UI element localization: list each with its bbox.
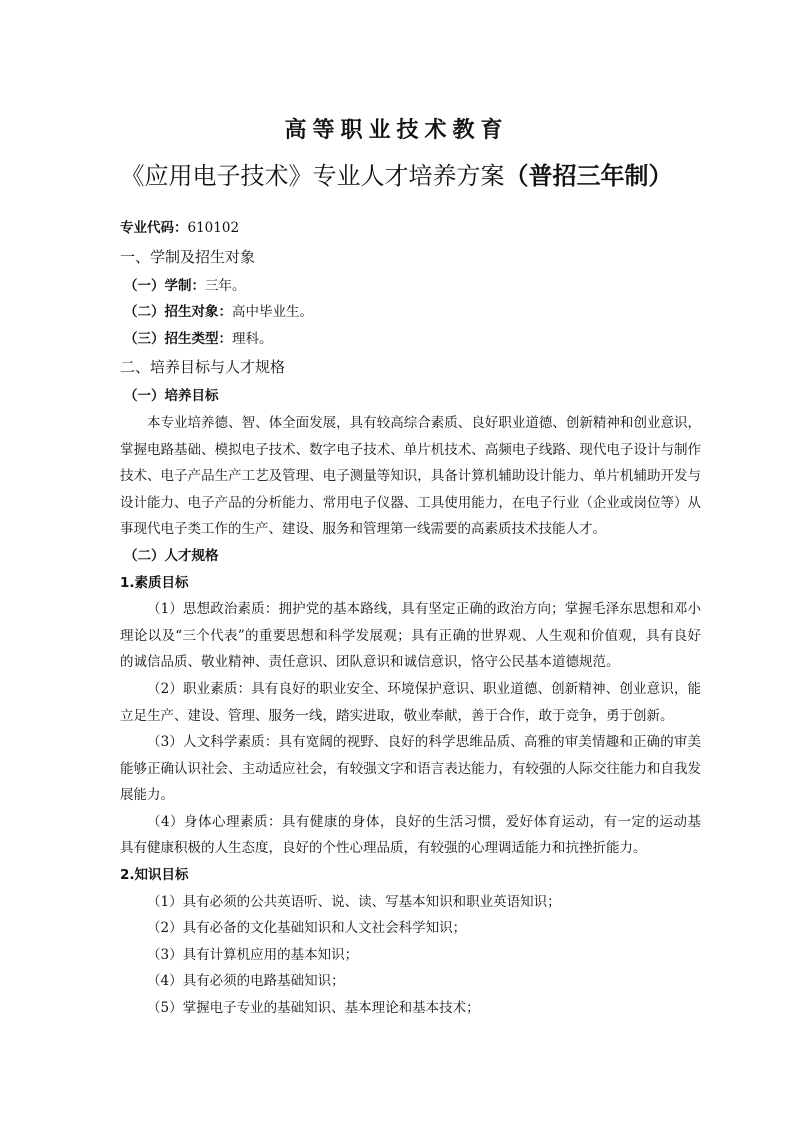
knowledge-item: （4）具有必须的电路基础知识；	[147, 973, 345, 990]
document-subtitle	[0, 156, 793, 191]
goal-paragraph	[120, 410, 701, 543]
major-code-value: 610102	[187, 220, 240, 236]
quality-heading	[120, 570, 701, 597]
goal-heading	[120, 383, 701, 410]
enrollment-target	[120, 299, 701, 326]
quality-paragraph-4	[120, 809, 701, 862]
text-line: 技术、电子产品生产工艺及管理、电子测量等知识，具备计算机辅助设计能力、单片机辅助开发与	[120, 468, 701, 485]
spec-heading	[120, 543, 701, 570]
text-line: （3）人文科学素质：具有宽阔的视野、良好的科学思维品质、高雅的审美情趣和正确的审美	[147, 734, 701, 751]
item-value: 三年。	[205, 277, 246, 294]
document-body	[120, 215, 701, 1022]
item-label: （一）学制：	[124, 277, 205, 294]
item-value: 高中毕业生。	[232, 304, 313, 321]
enrollment-type	[120, 326, 701, 353]
text-line: （1）思想政治素质：拥护党的基本路线，具有坚定正确的政治方向；掌握毛泽东思想和邓小	[147, 601, 701, 618]
text-line: 展能力。	[120, 787, 174, 804]
major-code-label: 专业代码：	[120, 220, 188, 236]
document-title: 高等职业技术教育	[284, 118, 509, 143]
text-line: 掌握电路基础、模拟电子技术、数字电子技术、单片机技术、高频电子线路、现代电子设计与制作	[120, 441, 701, 458]
quality-paragraph-2	[120, 676, 701, 729]
subtitle-suffix: （普招三年制）	[504, 162, 673, 190]
quality-paragraph-1	[120, 596, 701, 676]
knowledge-item: （5）掌握电子专业的基础知识、基本理论和基本技术；	[147, 1000, 480, 1017]
section1-heading: 一、学制及招生对象	[120, 247, 256, 266]
heading-text: （二）人才规格	[124, 547, 219, 564]
study-length	[120, 273, 701, 300]
subtitle-main: 《应用电子技术》专业人才培养方案	[120, 162, 505, 190]
knowledge-heading	[120, 862, 701, 889]
item-label: （三）招生类型：	[124, 330, 232, 347]
text-line: 具有健康积极的人生态度，良好的个性心理品质，有较强的心理调适能力和抗挫折能力。	[120, 840, 647, 857]
text-line: 立足生产、建设、管理、服务一线，踏实进取，敬业奉献，善于合作，敢于竞争，勇于创新。	[120, 707, 674, 724]
heading-text: 2.知识目标	[120, 867, 189, 884]
text-line: 事现代电子类工作的生产、建设、服务和管理第一线需要的高素质技术技能人才。	[120, 521, 606, 538]
text-line: 理论以及“三个代表”的重要思想和科学发展观；具有正确的世界观、人生观和价值观，具有良好	[120, 627, 701, 644]
text-line: 能够正确认识社会、主动适应社会，有较强文字和语言表达能力，有较强的人际交往能力和自我发	[120, 760, 701, 777]
heading-text: （一）培养目标	[124, 388, 219, 405]
text-line: 本专业培养德、智、体全面发展，具有较高综合素质、良好职业道德、创新精神和创业意识，	[147, 414, 701, 431]
text-line: （2）职业素质：具有良好的职业安全、环境保护意识、职业道德、创新精神、创业意识，能	[147, 680, 701, 697]
text-line: 的诚信品质、敬业精神、责任意识、团队意识和诚信意识，恪守公民基本道德规范。	[120, 654, 620, 671]
item-value: 理科。	[232, 330, 273, 347]
knowledge-item: （3）具有计算机应用的基本知识；	[147, 946, 359, 963]
item-label: （二）招生对象：	[124, 304, 232, 321]
knowledge-item: （2）具有必备的文化基础知识和人文社会科学知识；	[147, 920, 467, 937]
section2-heading: 二、培养目标与人才规格	[120, 358, 286, 377]
major-code	[120, 215, 701, 242]
text-line: 设计能力、电子产品的分析能力、常用电子仪器、工具使用能力，在电子行业（企业或岗位等）从	[120, 494, 701, 511]
quality-paragraph-3	[120, 729, 701, 809]
heading-text: 1.素质目标	[120, 574, 189, 591]
text-line: （4）身体心理素质：具有健康的身体，良好的生活习惯，爱好体育运动，有一定的运动基	[147, 813, 701, 830]
knowledge-item: （1）具有必须的公共英语听、说、读、写基本知识和职业英语知识；	[147, 893, 561, 910]
